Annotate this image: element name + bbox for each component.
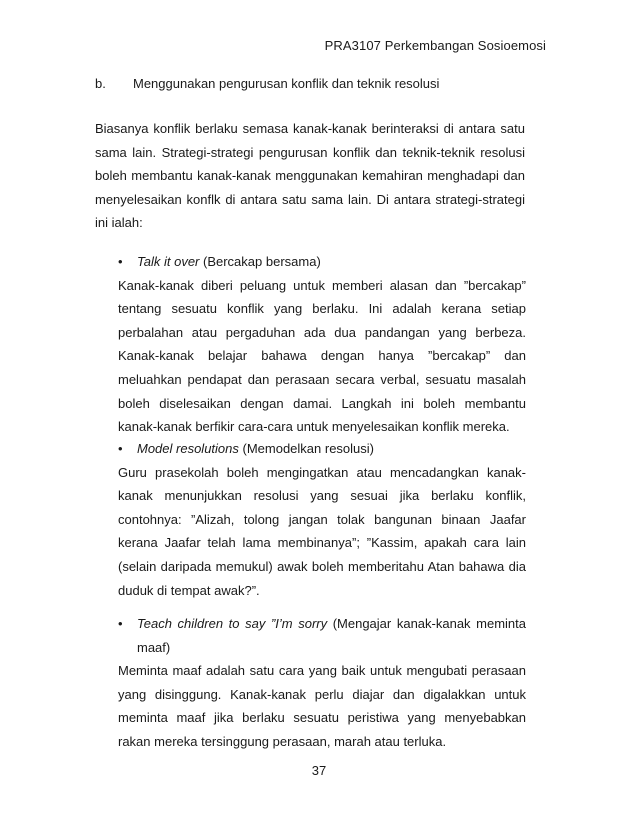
bullet-model-resolutions — [118, 437, 526, 602]
bullet-title-english: Model resolutions — [137, 441, 239, 456]
section-heading-text: Menggunakan pengurusan konflik dan teknik resolusi — [133, 76, 440, 91]
running-header: PRA3107 Perkembangan Sosioemosi — [324, 38, 546, 53]
bullet-marker-icon: • — [118, 616, 123, 631]
section-heading — [95, 76, 439, 91]
bullet-title-malay: (Memodelkan resolusi) — [238, 441, 374, 456]
bullet-title — [118, 612, 526, 659]
bullet-title — [118, 250, 526, 274]
bullet-title — [118, 437, 526, 461]
bullet-body: Guru prasekolah boleh mengingatkan atau mencadangkan kanak-kanak menunjukkan resolusi yang sesuai jika berlaku konflik, contohnya: ”Alizah, tolong jangan tolak bangunan binaan Jaafar kerana Jaafar telah lama membinanya”; ”Kassim, apakah cara lain (selain daripada memukul) awak boleh memberitahu Atan bahawa dia duduk di tempat awak?”. — [118, 464, 526, 598]
bullet-title-english: Talk it over — [137, 254, 200, 269]
intro-paragraph: Biasanya konflik berlaku semasa kanak-kanak berinteraksi di antara satu sama lain. Strategi-strategi pengurusan konflik dan teknik-teknik resolusi boleh membantu kanak-kanak menggunakan kemahiran menghadapi dan menyelesaikan konflk di antara satu sama lain. Di antara strategi-strategi ini ialah: — [95, 121, 525, 231]
bullet-title-english: Teach children to say ”I’m sorry — [137, 616, 328, 631]
bullet-talk-it-over — [118, 250, 526, 439]
bullet-body: Kanak-kanak diberi peluang untuk memberi alasan dan ”bercakap” tentang sesuatu konflik yang berlaku. Ini adalah kerana setiap perbalahan atau pergaduhan ada dua pandangan yang berbeza. Kanak-kanak belajar bahawa dengan hanya ”bercakap” dan meluahkan pendapat dan perasaan secara verbal, sesuatu masalah boleh diselesaikan dengan damai. Langkah ini boleh membantu kanak-kanak berfikir cara-cara untuk menyelesaikan konflik mereka. — [118, 277, 526, 435]
bullet-body: Meminta maaf adalah satu cara yang baik untuk mengubati perasaan yang disinggung. Kanak-kanak perlu diajar dan digalakkan untuk meminta maaf jika berlaku sesuatu peristiwa yang menyebabkan rakan mereka tersinggung perasaan, marah atau terluka. — [118, 663, 526, 749]
section-letter: b. — [95, 76, 106, 91]
bullet-title-malay: (Mengajar kanak-kanak meminta maaf) — [137, 616, 527, 655]
bullet-title-malay: (Bercakap bersama) — [199, 254, 321, 269]
page-number: 37 — [311, 763, 327, 778]
bullet-marker-icon: • — [118, 441, 123, 456]
bullet-teach-say-sorry — [118, 612, 526, 754]
bullet-marker-icon: • — [118, 254, 123, 269]
